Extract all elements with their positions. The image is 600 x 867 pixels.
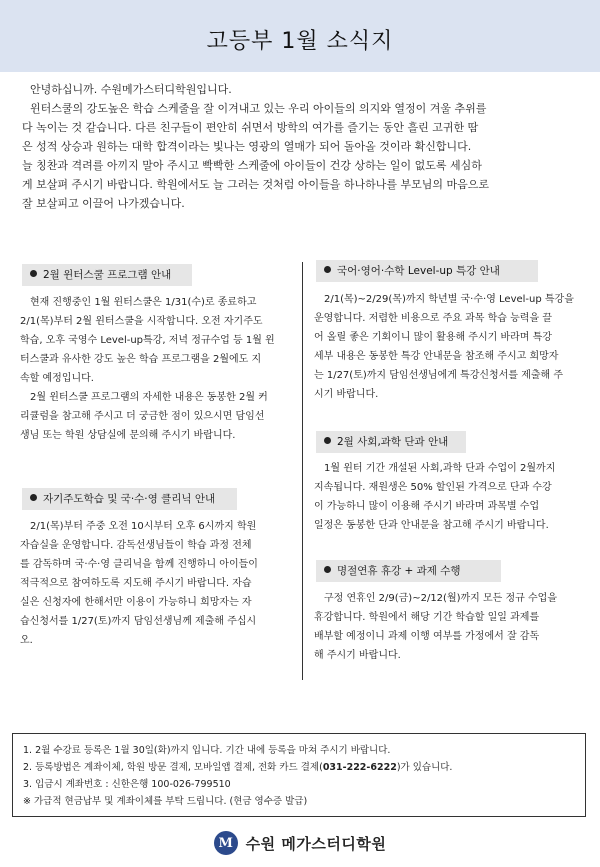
body-line: 2/1(목)부터 주중 오전 10시부터 오후 6시까지 학원 (30, 521, 257, 532)
body-line: 2/1(목)부터 2월 윈터스쿨을 시작합니다. 오전 자기주도 (20, 316, 263, 327)
academy-name: 수원 메가스터디학원 (245, 834, 387, 853)
body-line: 생님 또는 학원 상담실에 문의해 주시기 바랍니다. (20, 430, 236, 441)
body-line: 세부 내용은 동봉한 특강 안내문을 참조해 주시고 희망자 (314, 351, 559, 362)
body-line: 시기 바랍니다. (314, 389, 379, 400)
notice-text: )가 있습니다. (396, 762, 453, 773)
academy-logo (214, 831, 387, 855)
body-line: 2월 윈터스쿨 프로그램의 자세한 내용은 동봉한 2월 커 (30, 392, 268, 403)
body-line: 운영합니다. 저렴한 비용으로 주요 과목 학습 능력을 끌 (314, 313, 552, 324)
section-levelup-body (314, 290, 590, 404)
body-line: 오. (20, 635, 33, 646)
section-title: 2월 사회,과학 단과 안내 (337, 436, 449, 448)
notice-line (23, 759, 575, 776)
bullet-icon (324, 266, 331, 273)
body-line: 를 감독하며 국·수·영 클리닉을 함께 진행하니 아이들이 (20, 559, 258, 570)
payment-notice-box (12, 733, 586, 817)
bullet-icon (30, 494, 37, 501)
page-title: 고등부 1월 소식지 (206, 29, 394, 54)
section-science-heading (316, 431, 466, 453)
body-line: 2/1(목)~2/29(목)까지 학년별 국·수·영 Level-up 특강을 (324, 294, 574, 305)
body-line: 현재 진행중인 1월 윈터스쿨은 1/31(수)로 종료하고 (30, 297, 257, 308)
intro-line: 다 녹이는 것 같습니다. 다른 친구들이 편안히 쉬면서 방학의 여가를 즐기는 동안 흘린 고귀한 땀 (22, 121, 479, 134)
intro-line: 게 보살펴 주시기 바랍니다. 학원에서도 늘 그러는 것처럼 아이들을 하나하나를 부모님의 마음으로 (22, 178, 489, 191)
section-clinic-body (20, 517, 296, 650)
footer (0, 828, 600, 867)
section-title: 명절연휴 휴강 + 과제 수행 (337, 565, 461, 577)
body-line: 휴강합니다. 학원에서 해당 기간 학습할 일일 과제를 (314, 612, 540, 623)
body-line: 리큘럼을 참고해 주시고 더 궁금한 점이 있으시면 담임선 (20, 411, 265, 422)
section-title: 국어·영어·수학 Level-up 특강 안내 (337, 265, 500, 277)
intro-letter (22, 80, 582, 213)
intro-line: 안녕하십니까. 수원메가스터디학원입니다. (30, 83, 232, 96)
section-title: 2월 윈터스쿨 프로그램 안내 (43, 269, 172, 281)
body-line: 실은 신청자에 한해서만 이용이 가능하니 희망자는 자 (20, 597, 252, 608)
section-science-body (314, 459, 590, 535)
section-holiday-heading (316, 560, 501, 582)
bullet-icon (324, 566, 331, 573)
body-line: 속할 예정입니다. (20, 373, 94, 384)
body-line: 1월 윈터 기간 개설된 사회,과학 단과 수업이 2월까지 (324, 463, 556, 474)
notice-line: ※ 가급적 현금납부 및 계좌이체를 부탁 드립니다. (현금 영수증 발급) (23, 796, 308, 807)
bullet-icon (324, 437, 331, 444)
notice-line: 3. 입금시 계좌번호 : 신한은행 100-026-799510 (23, 779, 231, 790)
body-line: 어 올릴 좋은 기회이니 많이 활용해 주시기 바라며 특강 (314, 332, 552, 343)
notice-line: 1. 2월 수강료 등록은 1월 30일(화)까지 입니다. 기간 내에 등록을 마쳐 주시기 바랍니다. (23, 745, 391, 756)
body-line: 는 1/27(토)까지 담임선생님에게 특강신청서를 제출해 주 (314, 370, 564, 381)
body-line: 일정은 동봉한 단과 안내문을 참고해 주시기 바랍니다. (314, 520, 549, 531)
body-line: 지속됩니다. 재원생은 50% 할인된 가격으로 단과 수강 (314, 482, 552, 493)
section-clinic-heading (22, 488, 237, 510)
body-line: 구정 연휴인 2/9(금)~2/12(월)까지 모든 정규 수업을 (324, 593, 557, 604)
section-holiday-body (314, 589, 590, 665)
intro-line: 윈터스쿨의 강도높은 학습 스케줄을 잘 이겨내고 있는 우리 아이들의 의지와 열정이 겨울 추위를 (30, 102, 487, 115)
header-banner (0, 0, 600, 72)
bullet-icon (30, 270, 37, 277)
notice-text: 2. 등록방법은 계좌이체, 학원 방문 결제, 모바일앱 결제, 전화 카드 결제( (23, 762, 323, 773)
logo-icon: M (214, 831, 238, 855)
body-line: 습신청서를 1/27(토)까지 담임선생님께 제출해 주십시 (20, 616, 257, 627)
body-line: 이 가능하니 많이 이용해 주시기 바라며 과목별 수업 (314, 501, 540, 512)
body-line: 적극적으로 참여하도록 지도해 주시기 바랍니다. 자습 (20, 578, 252, 589)
phone-number: 031-222-6222 (322, 762, 397, 773)
body-line: 자습실을 운영합니다. 감독선생님들이 학습 과정 전체 (20, 540, 252, 551)
section-winter-body (20, 293, 296, 445)
intro-line: 은 성적 상승과 원하는 대학 합격이라는 빛나는 영광의 열매가 되어 돌아올 것이라 확신합니다. (22, 140, 472, 153)
body-line: 배부할 예정이니 과제 이행 여부를 가정에서 잘 감독 (314, 631, 540, 642)
body-line: 해 주시기 바랍니다. (314, 650, 401, 661)
section-levelup-heading (316, 260, 538, 282)
body-line: 학습, 오후 국영수 Level-up특강, 저녁 정규수업 등 1월 윈 (20, 335, 275, 346)
column-divider (302, 262, 303, 680)
intro-line: 잘 보살피고 이끌어 나가겠습니다. (22, 197, 185, 210)
intro-line: 늘 칭찬과 격려를 아끼지 말아 주시고 빡빡한 스케줄에 아이들이 건강 상하는 일이 없도록 세심하 (22, 159, 482, 172)
section-winter-heading (22, 264, 192, 286)
body-line: 터스쿨과 유사한 강도 높은 학습 프로그램을 2월에도 지 (20, 354, 262, 365)
section-title: 자기주도학습 및 국·수·영 클리닉 안내 (43, 493, 216, 505)
